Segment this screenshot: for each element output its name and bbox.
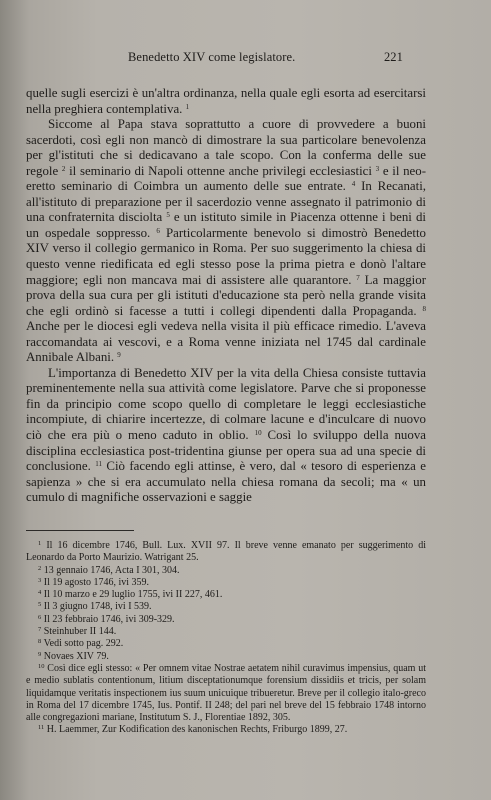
footnote-ref: 3	[375, 164, 380, 173]
footnote-rule	[26, 530, 134, 531]
footnote	[26, 638, 426, 650]
footnote-number: 11	[38, 724, 45, 732]
footnote-text: Novaes XIV 79.	[41, 650, 109, 662]
body-paragraph	[26, 366, 426, 506]
body-paragraph	[26, 117, 426, 366]
footnote-text: Steinhuber II 144.	[41, 626, 117, 638]
footnote-number: 8	[38, 638, 42, 646]
page-number: 221	[383, 50, 403, 64]
footnote-ref: 9	[117, 351, 121, 360]
footnote-ref: 2	[61, 164, 66, 173]
footnote-ref: 5	[166, 211, 170, 220]
text-run: Così lo sviluppo della nuova disciplina ecclesiastica post-tridentina giunse per opera sua ad una specie di conclusione.	[26, 428, 426, 474]
footnote	[26, 540, 426, 565]
footnote	[26, 614, 426, 626]
footnote-number: 4	[38, 589, 42, 597]
footnote-text: Il 23 febbraio 1746, ivi 309-329.	[41, 613, 175, 625]
footnote	[26, 601, 426, 613]
footnote	[26, 589, 426, 601]
footnote-text: Vedi sotto pag. 292.	[41, 638, 124, 650]
footnote-text: Il 16 dicembre 1746, Bull. Lux. XVII 97. Il breve venne emanato per suggerimento di Leonardo da Porto Maurizio. Watrigant 25.	[26, 540, 426, 564]
footnote-text: 13 gennaio 1746, Acta I 301, 304.	[41, 564, 180, 576]
footnote-ref: 6	[156, 226, 160, 235]
text-run: e un istituto simile in Piacenza ottenne i beni di un ospedale soppresso.	[26, 210, 426, 240]
footnote	[26, 663, 426, 724]
footnote-text: Il 3 giugno 1748, ivi I 539.	[41, 601, 152, 613]
text-run: Ciò facendo egli attinse, è vero, dal « tesoro di esperienza e sapienza » che si era accumulato nella chiesa romana da secoli; ma « un cumulo di magnifiche osservazioni e saggie	[26, 459, 426, 505]
footnote	[26, 651, 426, 663]
footnote	[26, 626, 426, 638]
footnote-ref: 8	[422, 304, 426, 313]
footnote-ref: 10	[254, 429, 262, 438]
main-text	[26, 86, 426, 506]
running-title: Benedetto XIV come legislatore.	[128, 50, 296, 64]
footnote-ref: 4	[351, 180, 356, 189]
text-run: Particolarmente benevolo si dimostrò Benedetto XIV verso il collegio germanico in Roma. Per suo suggerimento la chiesa di questo venne riedificata ed egli stesso pose la prima pietra e donò l'altare maggiore; egli non mancava mai di assistere alle quarantore.	[26, 225, 426, 287]
footnotes	[26, 540, 426, 737]
footnote-ref: 7	[356, 273, 360, 282]
footnote-number: 7	[38, 626, 42, 634]
text-run: In Recanati, all'istituto di preparazione per il sacerdozio venne assegnato il patrimonio di una confraternita disciolta	[26, 179, 426, 225]
text-run: il seminario di Napoli ottenne anche privilegi ecclesiastici	[65, 163, 376, 178]
footnote-text: Il 10 marzo e 29 luglio 1755, ivi II 227, 461.	[41, 589, 223, 601]
footnote-ref: 11	[95, 460, 102, 469]
footnote	[26, 565, 426, 577]
footnote-number: 5	[38, 601, 42, 609]
footnote-text: Il 19 agosto 1746, ivi 359.	[41, 576, 150, 588]
footnote-number: 9	[38, 650, 42, 658]
footnote-ref: 1	[185, 102, 190, 111]
footnote	[26, 724, 426, 736]
footnote-number: 6	[38, 613, 42, 621]
footnote-number: 10	[38, 662, 45, 670]
text-run: L'importanza di Benedetto XIV per la vita della Chiesa consiste tuttavia preminentemente nella sua attività come legislatore. Parve che si proponesse fin da principio come scopo quello di completare le leggi ecclesiastiche incompiute, di chiarire incertezze, di colmare lacune e d'inculcare di nuovo ciò che era più o meno caduto in oblio.	[26, 365, 426, 443]
footnote	[26, 577, 426, 589]
text-run: quelle sugli esercizi è un'altra ordinanza, nella quale egli esorta ad esercitarsi nella preghiera contemplativa.	[26, 86, 426, 116]
text-run: Anche per le diocesi egli vedeva nella visita il più efficace rimedio. L'aveva raccomandata ai vescovi, e a Roma venne iniziata nel 1745 dal cardinale Annibale Albani.	[26, 319, 426, 365]
footnote-text: H. Laemmer, Zur Kodification des kanonischen Rechts, Friburgo 1899, 27.	[44, 724, 348, 736]
body-paragraph	[26, 86, 426, 117]
footnote-text: Così dice egli stesso: « Per omnem vitae Nostrae aetatem nihil curavimus impensius, quam ut e medio sublatis contentionum, litium disceptationumque forensium dissidiis et tricis, per solam liquidamque veritatis inspectionem ius suum unicuique tribueretur. Breve per il collegio italo-greco in Roma del 17 dicembre 1745, Ius. Pontif. II 248; del pari nel breve del 15 febbraio 1748 intorno alle congregazioni mariane, Institutum S. J., Florentiae 1892, 305.	[26, 662, 426, 724]
text-run: La maggior prova della sua cura per gli istituti d'educazione sta però nella grande visita che egli ordinò si facesse a tutti i collegi dipendenti dalla Propaganda.	[26, 272, 427, 318]
footnote-number: 1	[38, 540, 42, 547]
footnote-number: 3	[38, 576, 42, 584]
text-run: Siccome al Papa stava soprattutto a cuore di provvedere a buoni sacerdoti, così egli non mancò di dimostrare la sua particolare benevolenza per gl'istituti che si dedicavano a tale scopo. Con la conferma delle sue regole	[26, 117, 426, 178]
footnote-number: 2	[38, 564, 42, 572]
text-run: e il neo-eretto seminario di Coimbra un aumento delle sue entrate.	[26, 163, 426, 194]
